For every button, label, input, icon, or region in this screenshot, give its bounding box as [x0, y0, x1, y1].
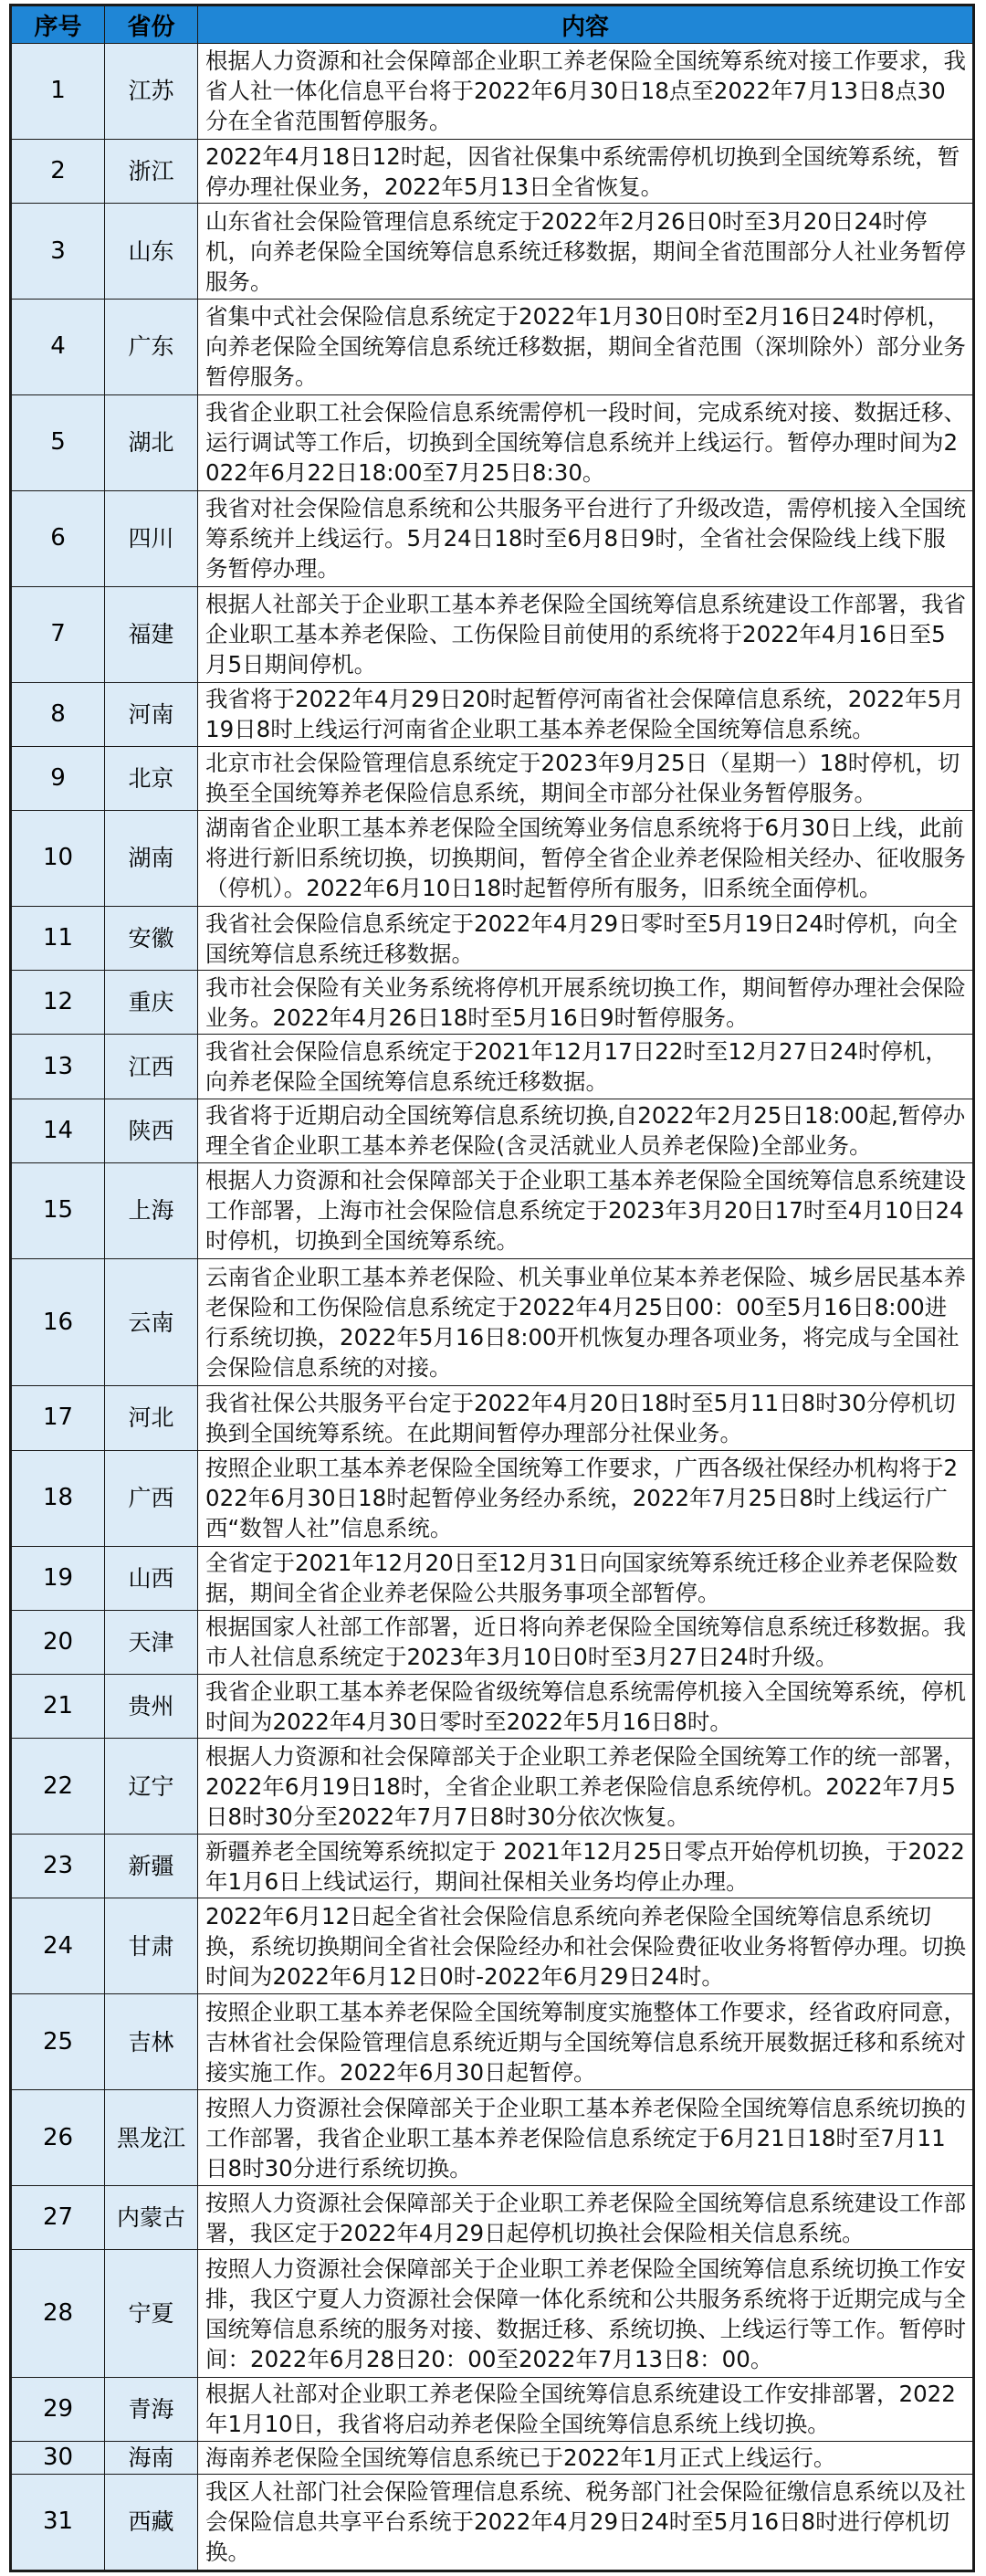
header-content: 内容 [198, 6, 973, 44]
row-index: 8 [12, 682, 105, 746]
row-index: 26 [12, 2090, 105, 2186]
row-index: 24 [12, 1898, 105, 1994]
table-row [12, 490, 973, 586]
table-row [12, 1898, 973, 1994]
row-index: 2 [12, 139, 105, 203]
row-content: 按照人力资源社会保障部关于企业职工基本养老保险全国统筹信息系统切换的工作部署，我省企业职工基本养老保险信息系统定于6月21日18时至7月11日8时30分进行系统切换。 [198, 2090, 973, 2186]
row-content: 我省将于2022年4月29日20时起暂停河南省社会保障信息系统，2022年5月19日8时上线运行河南省企业职工基本养老保险全国统筹信息系统。 [198, 682, 973, 746]
row-content: 北京市社会保险管理信息系统定于2023年9月25日（星期一）18时停机，切换至全国统筹养老保险信息系统，期间全市部分社保业务暂停服务。 [198, 746, 973, 810]
row-province: 湖南 [105, 811, 198, 907]
table-row [12, 1835, 973, 1898]
table-row [12, 586, 973, 682]
table-row [12, 1258, 973, 1386]
table-row [12, 1099, 973, 1162]
row-index: 9 [12, 746, 105, 810]
table-row [12, 2186, 973, 2250]
row-content: 我省企业职工基本养老保险省级统筹信息系统需停机接入全国统筹系统，停机时间为2022年4月30日零时至2022年5月16日8时。 [198, 1675, 973, 1739]
table-row [12, 682, 973, 746]
row-index: 1 [12, 44, 105, 140]
row-content: 按照人力资源社会保障部关于企业职工养老保险全国统筹信息系统建设工作部署，我区定于2022年4月29日起停机切换社会保险相关信息系统。 [198, 2186, 973, 2250]
table-row [12, 394, 973, 490]
row-content: 省集中式社会保险信息系统定于2022年1月30日0时至2月16日24时停机，向养老保险全国统筹信息系统迁移数据，期间全省范围（深圳除外）部分业务暂停服务。 [198, 300, 973, 395]
table-row [12, 2377, 973, 2441]
row-province: 重庆 [105, 971, 198, 1035]
row-content: 全省定于2021年12月20日至12月31日向国家统筹系统迁移企业养老保险数据，期间全省企业养老保险公共服务事项全部暂停。 [198, 1546, 973, 1610]
table-row [12, 971, 973, 1035]
row-content: 我市社会保险有关业务系统将停机开展系统切换工作，期间暂停办理社会保险业务。2022年4月26日18时至5月16日9时暂停服务。 [198, 971, 973, 1035]
table-row [12, 1035, 973, 1099]
row-content: 我省将于近期启动全国统筹信息系统切换,自2022年2月25日18:00起,暂停办理全省企业职工基本养老保险(含灵活就业人员养老保险)全部业务。 [198, 1099, 973, 1162]
row-index: 12 [12, 971, 105, 1035]
row-index: 29 [12, 2377, 105, 2441]
table-row [12, 2474, 973, 2570]
row-content: 海南养老保险全国统筹信息系统已于2022年1月正式上线运行。 [198, 2442, 973, 2475]
row-province: 河北 [105, 1386, 198, 1450]
table-row [12, 2090, 973, 2186]
row-content: 按照企业职工基本养老保险全国统筹制度实施整体工作要求，经省政府同意，吉林省社会保险管理信息系统近期与全国统筹信息系统开展数据迁移和系统对接实施工作。2022年6月30日起暂停。 [198, 1994, 973, 2090]
row-province: 山西 [105, 1546, 198, 1610]
row-index: 28 [12, 2250, 105, 2378]
row-province: 天津 [105, 1610, 198, 1674]
row-content: 我省社保公共服务平台定于2022年4月20日18时至5月11日8时30分停机切换到全国统筹系统。在此期间暂停办理部分社保业务。 [198, 1386, 973, 1450]
row-province: 甘肃 [105, 1898, 198, 1994]
row-index: 5 [12, 394, 105, 490]
row-content: 按照企业职工基本养老保险全国统筹工作要求，广西各级社保经办机构将于2022年6月30日18时起暂停业务经办系统，2022年7月25日8时上线运行广西“数智人社”信息系统。 [198, 1450, 973, 1546]
row-province: 福建 [105, 586, 198, 682]
table-row [12, 300, 973, 395]
table-row [12, 1739, 973, 1835]
row-content: 根据人力资源和社会保障部关于企业职工基本养老保险全国统筹信息系统建设工作部署，上海市社会保险信息系统定于2023年3月20日17时至4月10日24时停机，切换到全国统筹系统。 [198, 1162, 973, 1258]
row-index: 20 [12, 1610, 105, 1674]
row-index: 13 [12, 1035, 105, 1099]
row-index: 27 [12, 2186, 105, 2250]
row-province: 山东 [105, 204, 198, 300]
row-province: 浙江 [105, 139, 198, 203]
row-province: 四川 [105, 490, 198, 586]
table-row [12, 1162, 973, 1258]
row-content: 按照人力资源社会保障部关于企业职工养老保险全国统筹信息系统切换工作安排，我区宁夏人力资源社会保障一体化系统和公共服务系统将于近期完成与全国统筹信息系统的服务对接、数据迁移、系统切换、上线运行等工作。暂停时间：2022年6月28日20：00至2022年7月13日8：00。 [198, 2250, 973, 2378]
row-province: 新疆 [105, 1835, 198, 1898]
table-row [12, 1450, 973, 1546]
row-index: 14 [12, 1099, 105, 1162]
header-province: 省份 [105, 6, 198, 44]
table-row [12, 2442, 973, 2475]
row-content: 山东省社会保险管理信息系统定于2022年2月26日0时至3月20日24时停机，向养老保险全国统筹信息系统迁移数据，期间全省范围部分人社业务暂停服务。 [198, 204, 973, 300]
table-header-row [12, 6, 973, 44]
row-index: 7 [12, 586, 105, 682]
table-row [12, 811, 973, 907]
table-row [12, 1386, 973, 1450]
table-row [12, 139, 973, 203]
row-index: 16 [12, 1258, 105, 1386]
row-province: 河南 [105, 682, 198, 746]
row-content: 我省社会保险信息系统定于2022年4月29日零时至5月19日24时停机，向全国统筹信息系统迁移数据。 [198, 906, 973, 970]
row-index: 4 [12, 300, 105, 395]
row-index: 3 [12, 204, 105, 300]
row-index: 6 [12, 490, 105, 586]
row-index: 21 [12, 1675, 105, 1739]
row-province: 内蒙古 [105, 2186, 198, 2250]
row-content: 根据人社部对企业职工养老保险全国统筹信息系统建设工作安排部署，2022年1月10日，我省将启动养老保险全国统筹信息系统上线切换。 [198, 2377, 973, 2441]
row-province: 宁夏 [105, 2250, 198, 2378]
table-row [12, 1610, 973, 1674]
row-index: 31 [12, 2474, 105, 2570]
table-body [12, 44, 973, 2571]
row-province: 安徽 [105, 906, 198, 970]
row-province: 上海 [105, 1162, 198, 1258]
table-row [12, 1675, 973, 1739]
row-content: 我省企业职工社会保险信息系统需停机一段时间，完成系统对接、数据迁移、运行调试等工作后，切换到全国统筹信息系统并上线运行。暂停办理时间为2022年6月22日18:00至7月25日8:30。 [198, 394, 973, 490]
row-province: 青海 [105, 2377, 198, 2441]
row-content: 我区人社部门社会保险管理信息系统、税务部门社会保险征缴信息系统以及社会保险信息共享平台系统于2022年4月29日24时至5月16日8时进行停机切换。 [198, 2474, 973, 2570]
row-province: 贵州 [105, 1675, 198, 1739]
policy-table-frame [9, 4, 975, 2572]
row-index: 19 [12, 1546, 105, 1610]
row-province: 湖北 [105, 394, 198, 490]
row-index: 25 [12, 1994, 105, 2090]
row-province: 广东 [105, 300, 198, 395]
row-index: 18 [12, 1450, 105, 1546]
row-content: 根据人力资源和社会保障部关于企业职工养老保险全国统筹工作的统一部署，2022年6月19日18时，全省企业职工养老保险信息系统停机。2022年7月5日8时30分至2022年7月7日8时30分依次恢复。 [198, 1739, 973, 1835]
header-index: 序号 [12, 6, 105, 44]
table-row [12, 746, 973, 810]
row-index: 10 [12, 811, 105, 907]
row-province: 陕西 [105, 1099, 198, 1162]
row-index: 15 [12, 1162, 105, 1258]
row-province: 北京 [105, 746, 198, 810]
row-province: 广西 [105, 1450, 198, 1546]
row-province: 江苏 [105, 44, 198, 140]
row-content: 根据人社部关于企业职工基本养老保险全国统筹信息系统建设工作部署，我省企业职工基本养老保险、工伤保险目前使用的系统将于2022年4月16日至5月5日期间停机。 [198, 586, 973, 682]
row-content: 云南省企业职工基本养老保险、机关事业单位某本养老保险、城乡居民基本养老保险和工伤保险信息系统定于2022年4月25日00：00至5月16日8:00进行系统切换，2022年5月16日8:00开机恢复办理各项业务，将完成与全国社会保险信息系统的对接。 [198, 1258, 973, 1386]
row-content: 新疆养老全国统筹系统拟定于 2021年12月25日零点开始停机切换，于2022年1月6日上线试运行，期间社保相关业务均停止办理。 [198, 1835, 973, 1898]
row-province: 吉林 [105, 1994, 198, 2090]
row-province: 西藏 [105, 2474, 198, 2570]
social-insurance-table [11, 5, 973, 2571]
table-row [12, 1546, 973, 1610]
row-index: 17 [12, 1386, 105, 1450]
row-content: 2022年6月12日起全省社会保险信息系统向养老保险全国统筹信息系统切换，系统切换期间全省社会保险经办和社会保险费征收业务将暂停办理。切换时间为2022年6月12日0时-2022年6月29日24时。 [198, 1898, 973, 1994]
row-content: 我省社会保险信息系统定于2021年12月17日22时至12月27日24时停机，向养老保险全国统筹信息系统迁移数据。 [198, 1035, 973, 1099]
row-index: 23 [12, 1835, 105, 1898]
table-row [12, 44, 973, 140]
table-row [12, 1994, 973, 2090]
row-content: 我省对社会保险信息系统和公共服务平台进行了升级改造，需停机接入全国统筹系统并上线运行。5月24日18时至6月8日9时，全省社会保险线上线下服务暂停办理。 [198, 490, 973, 586]
row-province: 海南 [105, 2442, 198, 2475]
row-index: 11 [12, 906, 105, 970]
table-row [12, 204, 973, 300]
row-province: 黑龙江 [105, 2090, 198, 2186]
row-content: 2022年4月18日12时起，因省社保集中系统需停机切换到全国统筹系统，暂停办理社保业务，2022年5月13日全省恢复。 [198, 139, 973, 203]
row-province: 辽宁 [105, 1739, 198, 1835]
table-row [12, 2250, 973, 2378]
row-content: 根据国家人社部工作部署，近日将向养老保险全国统筹信息系统迁移数据。我市人社信息系统定于2023年3月10日0时至3月27日24时升级。 [198, 1610, 973, 1674]
row-index: 30 [12, 2442, 105, 2475]
row-content: 根据人力资源和社会保障部企业职工养老保险全国统筹系统对接工作要求，我省人社一体化信息平台将于2022年6月30日18点至2022年7月13日8点30分在全省范围暂停服务。 [198, 44, 973, 140]
table-row [12, 906, 973, 970]
row-index: 22 [12, 1739, 105, 1835]
row-province: 江西 [105, 1035, 198, 1099]
row-content: 湖南省企业职工基本养老保险全国统筹业务信息系统将于6月30日上线，此前将进行新旧系统切换，切换期间，暂停全省企业养老保险相关经办、征收服务（停机）。2022年6月10日18时起暂停所有服务，旧系统全面停机。 [198, 811, 973, 907]
row-province: 云南 [105, 1258, 198, 1386]
